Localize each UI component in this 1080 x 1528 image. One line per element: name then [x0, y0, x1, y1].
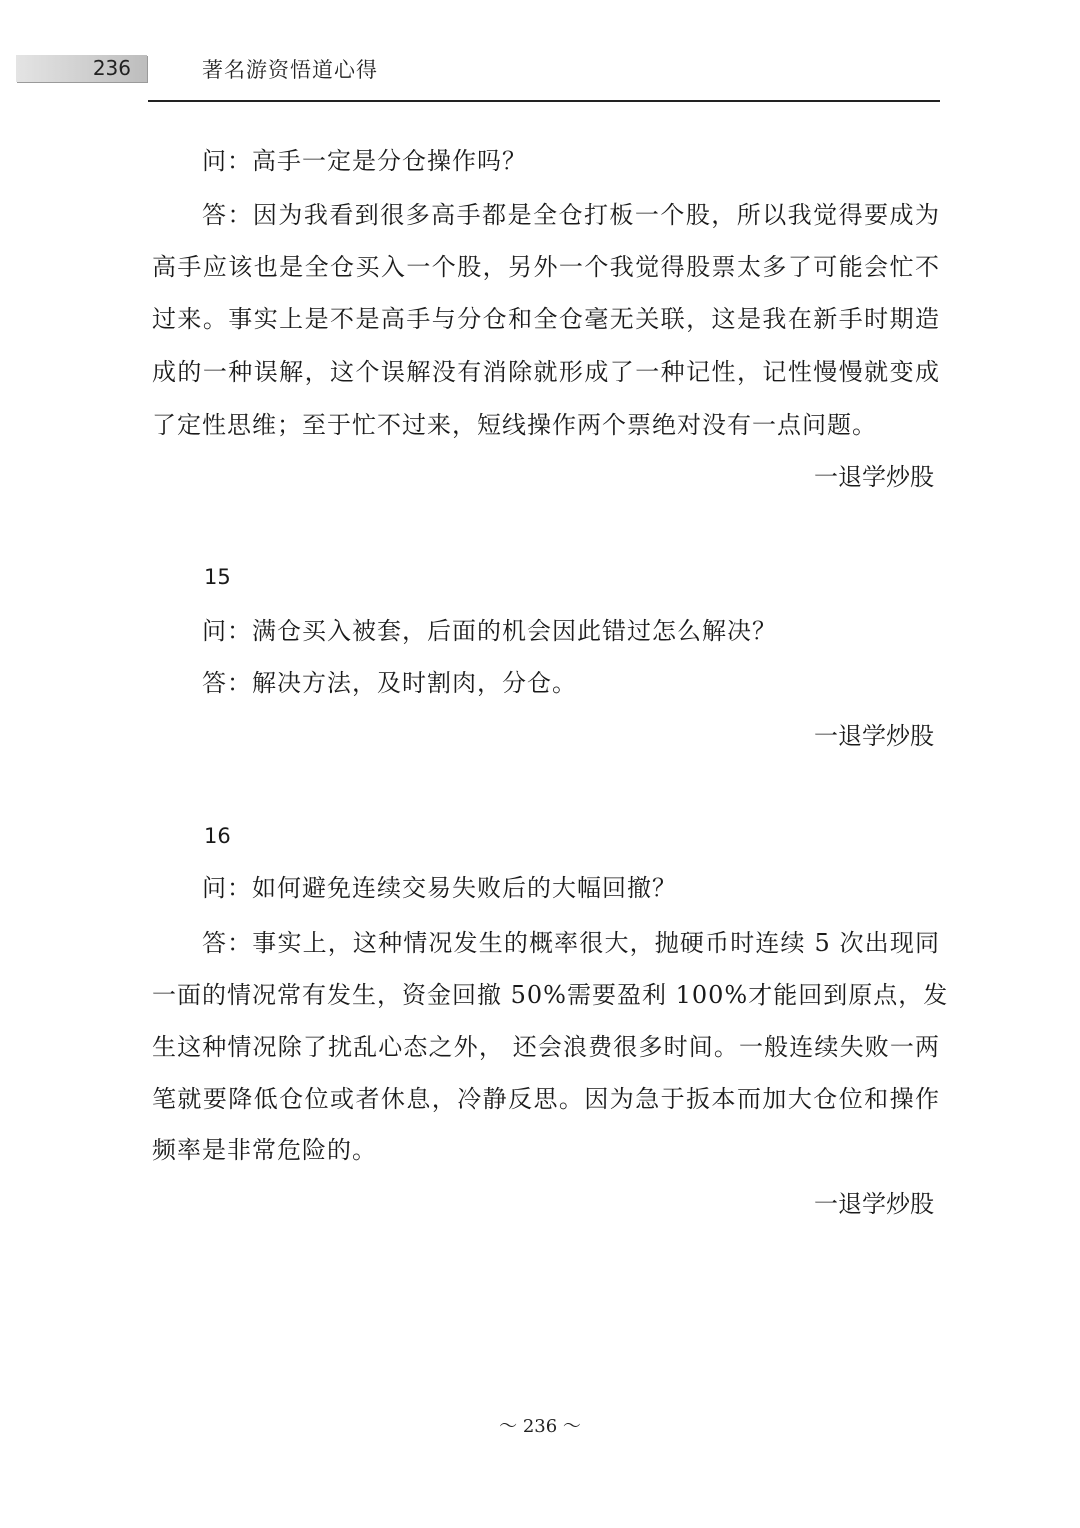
attribution: 一退学炒股 — [814, 463, 934, 491]
attribution: 一退学炒股 — [814, 1190, 934, 1218]
answer-line: 答：解决方法，及时割肉，分仓。 — [202, 669, 577, 697]
answer-line: 过来。事实上是不是高手与分仓和全仓毫无关联，这是我在新手时期造 — [152, 305, 940, 333]
answer-line: 成的一种误解，这个误解没有消除就形成了一种记性，记性慢慢就变成 — [152, 358, 940, 386]
attribution: 一退学炒股 — [814, 722, 934, 750]
answer-line: 笔就要降低仓位或者休息，冷静反思。因为急于扳本而加大仓位和操作 — [152, 1085, 940, 1113]
book-title: 著名游资悟道心得 — [202, 58, 378, 82]
section-number: 16 — [204, 824, 231, 848]
section-number: 15 — [204, 565, 231, 589]
answer-line: 生这种情况除了扰乱心态之外， 还会浪费很多时间。一般连续失败一两 — [152, 1033, 940, 1061]
answer-line: 频率是非常危险的。 — [152, 1136, 377, 1164]
answer-line: 了定性思维；至于忙不过来，短线操作两个票绝对没有一点问题。 — [152, 411, 877, 439]
question-text: 问：如何避免连续交易失败后的大幅回撤？ — [202, 874, 677, 902]
answer-line: 一面的情况常有发生，资金回撤 50%需要盈利 100%才能回到原点，发 — [152, 981, 949, 1009]
question-text: 问：满仓买入被套，后面的机会因此错过怎么解决？ — [202, 617, 777, 645]
header-divider — [148, 100, 940, 102]
answer-line: 答：因为我看到很多高手都是全仓打板一个股，所以我觉得要成为 — [202, 201, 940, 229]
question-text: 问：高手一定是分仓操作吗？ — [202, 147, 527, 175]
header-page-number: 236 — [92, 56, 131, 80]
answer-line: 高手应该也是全仓买入一个股，另外一个我觉得股票太多了可能会忙不 — [152, 253, 940, 281]
footer-page-label: ～ 236 ～ — [499, 1416, 581, 1437]
answer-line: 答：事实上，这种情况发生的概率很大，抛硬币时连续 5 次出现同 — [202, 929, 940, 957]
page-number-tab — [16, 55, 147, 82]
